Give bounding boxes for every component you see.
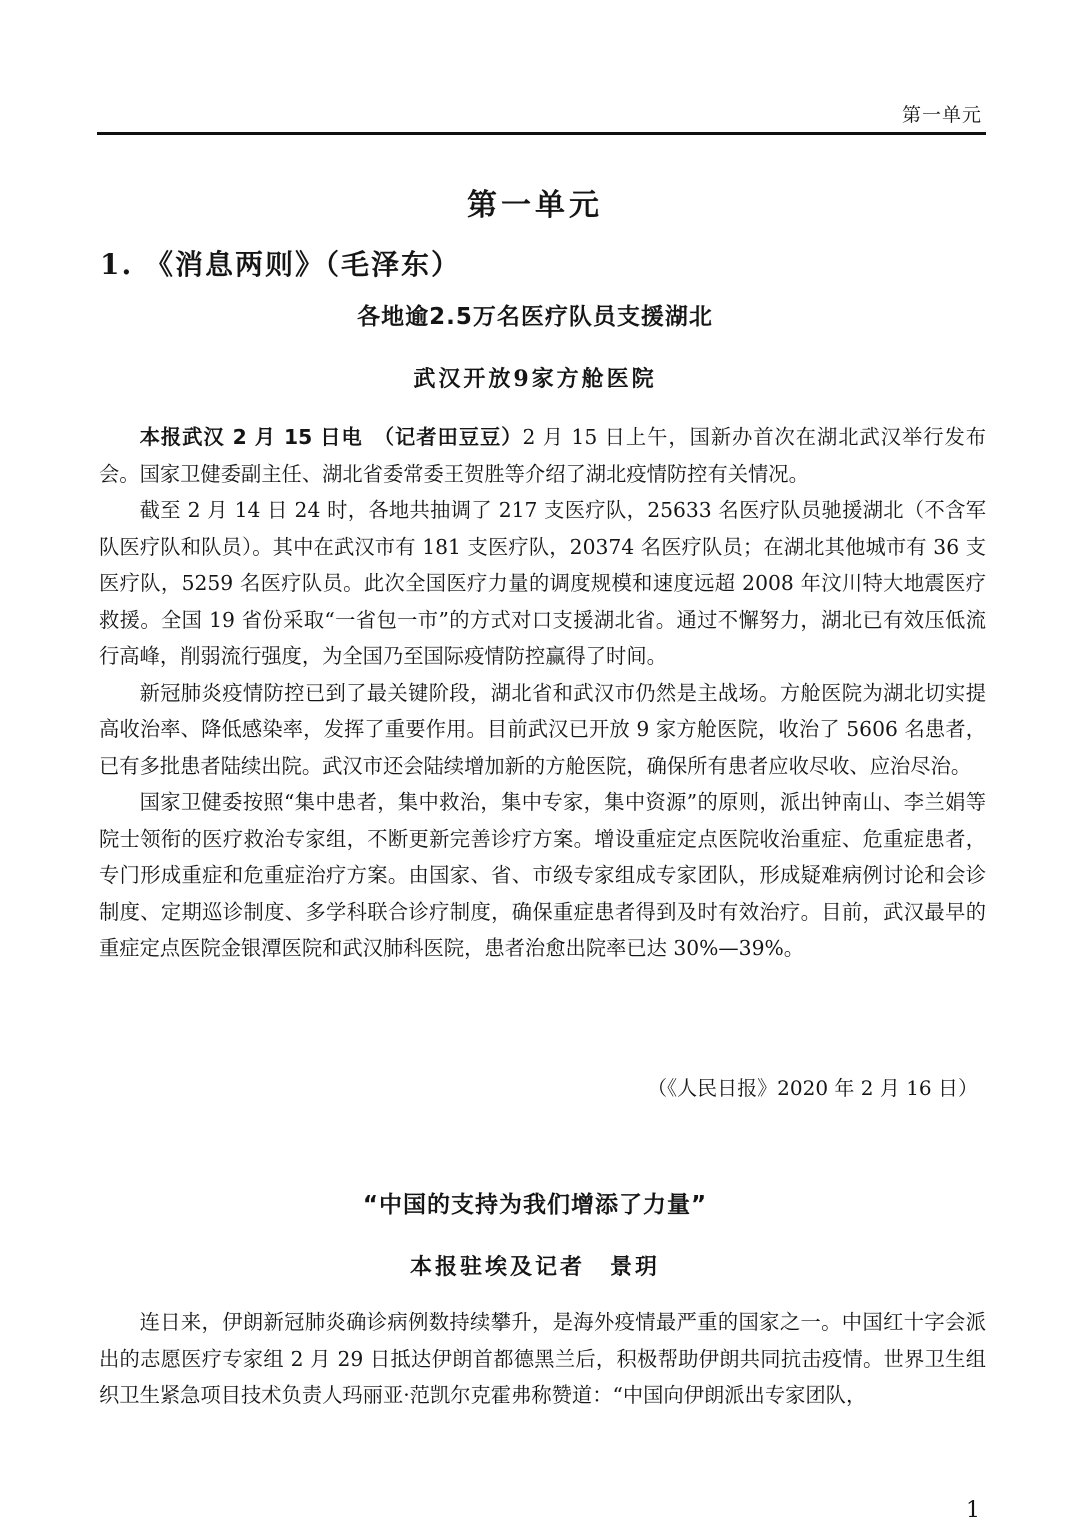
article1-subhead: 武汉开放9家方舱医院 <box>413 366 657 392</box>
article1-body <box>99 419 986 967</box>
article1-paragraph-2: 截至 2 月 14 日 24 时，各地共抽调了 217 支医疗队，25633 名医疗队员驰援湖北（不含军队医疗队和队员）。其中在武汉市有 181 支医疗队，20374 名医疗队员；在湖北其他城市有 36 支医疗队，5259 名医疗队员。此次全国医疗力量的调度规模和速度远超 2008 年汶川特大地震医疗救援。全国 19 省份采取“一省包一市”的方式对口支援湖北省。通过不懈努力，湖北已有效压低流行高峰，削弱流行强度，为全国乃至国际疫情防控赢得了时间。 <box>99 498 986 668</box>
header-rule <box>97 132 986 135</box>
article2-byline: 本报驻埃及记者 景玥 <box>409 1254 660 1280</box>
dateline: 本报武汉 2 月 15 日电 （记者田豆豆） <box>139 425 523 449</box>
lead-text: 2 月 15 日上午，国新办首次在湖北武汉举行发布会。国家卫健委副主任、湖北省委常委王贺胜等介绍了湖北疫情防控有关情况。 <box>99 425 986 486</box>
lesson-title: 1. 《消息两则》（毛泽东） <box>100 248 461 281</box>
article1-headline: 各地逾2.5万名医疗队员支援湖北 <box>357 304 713 330</box>
running-head: 第一单元 <box>901 104 982 126</box>
article1-source: （《人民日报》2020 年 2 月 16 日） <box>647 1076 978 1100</box>
article1-paragraph-3: 新冠肺炎疫情防控已到了最关键阶段，湖北省和武汉市仍然是主战场。方舱医院为湖北切实提高收治率、降低感染率，发挥了重要作用。目前武汉已开放 9 家方舱医院，收治了 5606 名患者，已有多批患者陆续出院。武汉市还会陆续增加新的方舱医院，确保所有患者应收尽收、应治尽治。 <box>99 680 986 778</box>
article2-paragraph-1: 连日来，伊朗新冠肺炎确诊病例数持续攀升，是海外疫情最严重的国家之一。中国红十字会派出的志愿医疗专家组 2 月 29 日抵达伊朗首都德黑兰后，积极帮助伊朗共同抗击疫情。世界卫生组织卫生紧急项目技术负责人玛丽亚·范凯尔克霍弗称赞道：“中国向伊朗派出专家团队， <box>99 1310 986 1407</box>
article2-headline: “中国的支持为我们增添了力量” <box>362 1192 708 1218</box>
article2-body <box>99 1304 986 1414</box>
article1-paragraph-4: 国家卫健委按照“集中患者，集中救治，集中专家，集中资源”的原则，派出钟南山、李兰娟等院士领衔的医疗救治专家组，不断更新完善诊疗方案。增设重症定点医院收治重症、危重症患者，专门形成重症和危重症治疗方案。由国家、省、市级专家组成专家团队，形成疑难病例讨论和会诊制度、定期巡诊制度、多学科联合诊疗制度，确保重症患者得到及时有效治疗。目前，武汉最早的重症定点医院金银潭医院和武汉肺科医院，患者治愈出院率已达 30%—39%。 <box>99 790 986 960</box>
unit-title: 第一单元 <box>467 188 603 223</box>
article1-lead-paragraph <box>99 419 986 492</box>
page-number: 1 <box>966 1498 980 1523</box>
